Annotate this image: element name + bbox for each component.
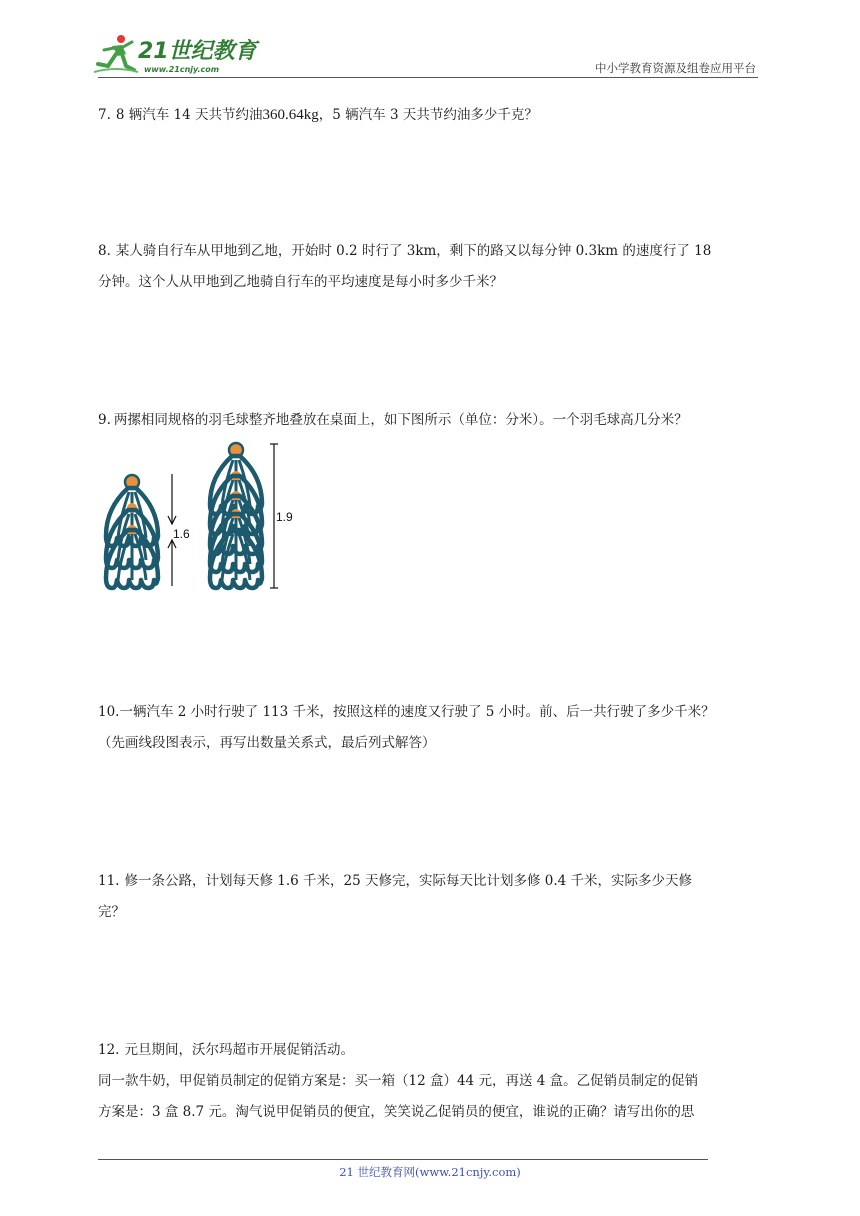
right-height-label: 1.9 [276, 510, 293, 524]
question-12 [98, 1035, 766, 1128]
question-7 [98, 100, 766, 131]
question-11-line-2: 完？ [98, 904, 125, 920]
question-12-line-3: 方案是：3 盒 8.7 元。淘气说甲促销员的便宜，笑笑说乙促销员的便宜，谁说的正确？请写出你的思 [98, 1104, 695, 1120]
question-text: 两摞相同规格的羽毛球整齐地叠放在桌面上，如下图所示（单位：分米）。一个羽毛球高几分米？ [113, 412, 688, 428]
question-8-line-1 [98, 236, 766, 267]
question-text: 修一条公路，计划每天修 1.6 千米，25 天修完，实际每天比计划多修 0.4 千米，实际多少天修 [124, 873, 693, 889]
question-12-line-2: 同一款牛奶，甲促销员制定的促销方案是：买一箱（12 盒）44 元，再送 4 盒。乙促销员制定的促销 [98, 1073, 699, 1089]
question-10 [98, 697, 766, 759]
footer-divider [98, 1159, 708, 1160]
question-12-line-1 [98, 1035, 766, 1066]
logo-url: www.21cnjy.com [144, 65, 220, 74]
question-number: 12. [98, 1042, 120, 1058]
question-number: 9. [98, 412, 111, 428]
question-10-line-1 [98, 697, 766, 728]
question-9 [98, 405, 766, 436]
question-8-line-2: 分钟。这个人从甲地到乙地骑自行车的平均速度是每小时多少千米？ [98, 274, 503, 290]
question-number: 7. [98, 107, 111, 123]
question-7-line [98, 100, 766, 131]
question-11 [98, 866, 766, 928]
right-dimension [270, 444, 293, 588]
shuttlecock-figure [98, 436, 308, 596]
left-dimension [168, 474, 190, 586]
runner-logo-icon [92, 32, 140, 76]
question-text: 8 辆汽车 14 天共节约油 [115, 107, 263, 123]
question-8 [98, 236, 766, 298]
right-stack [210, 443, 262, 588]
question-11-line-1 [98, 866, 766, 897]
question-number: 11. [98, 873, 120, 889]
quantity-value: 360.64kg [262, 107, 319, 123]
page-header [0, 0, 860, 80]
question-10-line-2: （先画线段图表示，再写出数量关系式，最后列式解答） [98, 735, 436, 751]
platform-slogan: 中小学教育资源及组卷应用平台 [595, 61, 756, 75]
left-stack [106, 475, 158, 588]
question-9-line [98, 405, 766, 436]
logo-text: 21世纪教育 [138, 39, 257, 64]
header-divider [98, 77, 758, 78]
site-logo [92, 30, 262, 78]
question-number: 10. [98, 704, 120, 720]
question-number: 8. [98, 243, 111, 259]
question-text: 一辆汽车 2 小时行驶了 113 千米，按照这样的速度又行驶了 5 小时。前、后一共行驶了多少千米？ [119, 704, 715, 720]
question-text: 元旦期间，沃尔玛超市开展促销活动。 [124, 1042, 354, 1058]
shuttlecock-stacks-diagram [98, 436, 308, 596]
question-text: 某人骑自行车从甲地到乙地，开始时 0.2 时行了 3km，剩下的路又以每分钟 0.3km 的速度行了 18 [115, 243, 712, 259]
page-footer: 21 世纪教育网(www.21cnjy.com) [339, 1165, 521, 1179]
left-height-label: 1.6 [173, 527, 190, 541]
question-text: ，5 辆汽车 3 天共节约油多少千克？ [318, 107, 538, 123]
